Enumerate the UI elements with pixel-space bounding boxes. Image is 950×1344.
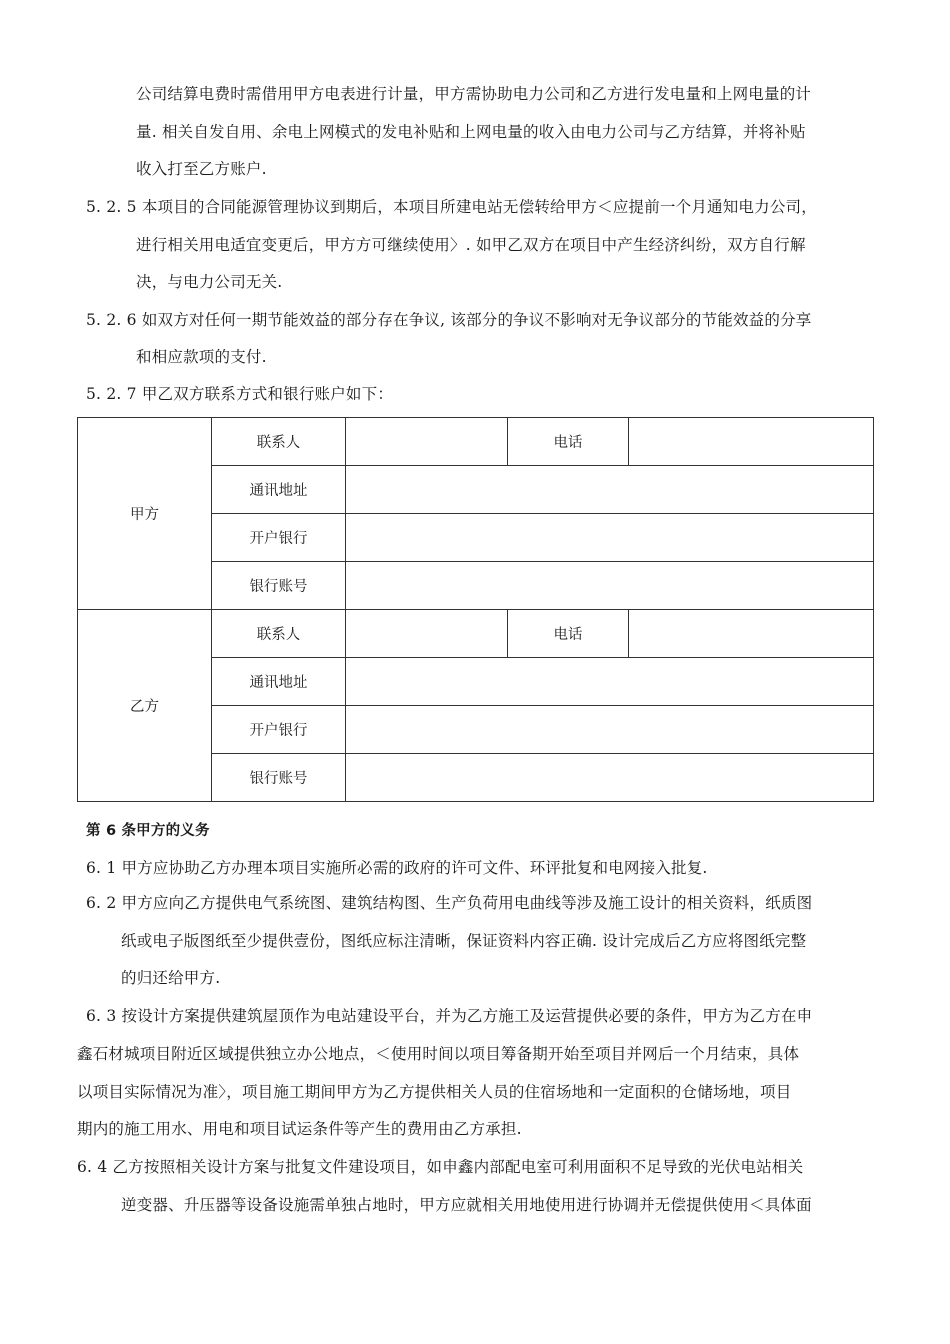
party-b-account-label: 银行账号 (212, 754, 346, 802)
party-a-account-value (346, 562, 874, 610)
paragraph-line: 逆变器、升压器等设备设施需单独占地时，甲方应就相关用地使用进行协调并无偿提供使用＜具体面 (121, 1196, 812, 1214)
party-b-contact-value (346, 610, 508, 658)
party-a-contact-label: 联系人 (212, 418, 346, 466)
party-a-contact-value (346, 418, 508, 466)
clause-5-2-7: 5. 2. 7 甲乙双方联系方式和银行账户如下： (86, 385, 394, 403)
paragraph-line: 期内的施工用水、用电和项目试运条件等产生的费用由乙方承担. (77, 1120, 522, 1138)
party-a-phone-label: 电话 (508, 418, 629, 466)
party-a-phone-value (629, 418, 874, 466)
clause-6-3: 6. 3 按设计方案提供建筑屋顶作为电站建设平台，并为乙方施工及运营提供必要的条件，甲方为乙方在申 (86, 1007, 813, 1025)
party-a-bank-value (346, 514, 874, 562)
party-a-cell: 甲方 (78, 418, 212, 610)
paragraph-line: 的归还给甲方. (121, 969, 221, 987)
paragraph-line: 进行相关用电适宜变更后，甲方方可继续使用〉. 如甲乙双方在项目中产生经济纠纷，双方自行解 (136, 236, 806, 254)
clause-6-2: 6. 2 甲方应向乙方提供电气系统图、建筑结构图、生产负荷用电曲线等涉及施工设计的相关资料，纸质图 (86, 894, 813, 912)
party-a-account-label: 银行账号 (212, 562, 346, 610)
paragraph-line: 以项目实际情况为准〉，项目施工期间甲方为乙方提供相关人员的住宿场地和一定面积的仓储场地，项目 (77, 1083, 792, 1101)
clause-6-4: 6. 4 乙方按照相关设计方案与批复文件建设项目，如申鑫内部配电室可利用面积不足导致的光伏电站相关 (77, 1158, 804, 1176)
party-b-bank-label: 开户银行 (212, 706, 346, 754)
party-a-address-label: 通讯地址 (212, 466, 346, 514)
paragraph-line: 决，与电力公司无关. (136, 273, 283, 291)
party-b-account-value (346, 754, 874, 802)
party-b-cell: 乙方 (78, 610, 212, 802)
article-6-heading: 第 6 条甲方的义务 (86, 823, 210, 839)
paragraph-line: 收入打至乙方账户. (136, 160, 267, 178)
paragraph-line: 公司结算电费时需借用甲方电表进行计量，甲方需协助电力公司和乙方进行发电量和上网电量的计 (136, 85, 812, 103)
party-a-bank-label: 开户银行 (212, 514, 346, 562)
clause-6-1: 6. 1 甲方应协助乙方办理本项目实施所必需的政府的许可文件、环评批复和电网接入批复. (86, 859, 708, 877)
paragraph-line: 量. 相关自发自用、余电上网模式的发电补贴和上网电量的收入由电力公司与乙方结算，并将补贴 (136, 123, 806, 141)
paragraph-line: 纸或电子版图纸至少提供壹份，图纸应标注清晰，保证资料内容正确. 设计完成后乙方应将图纸完整 (121, 932, 807, 950)
clause-5-2-6: 5. 2. 6 如双方对任何一期节能效益的部分存在争议, 该部分的争议不影响对无争议部分的节能效益的分享 (86, 311, 812, 329)
party-b-phone-value (629, 610, 874, 658)
party-b-address-label: 通讯地址 (212, 658, 346, 706)
party-b-contact-label: 联系人 (212, 610, 346, 658)
paragraph-line: 鑫石材城项目附近区域提供独立办公地点，＜使用时间以项目筹备期开始至项目并网后一个月结束，具体 (77, 1045, 800, 1063)
party-b-phone-label: 电话 (508, 610, 629, 658)
contact-table (77, 417, 874, 802)
party-b-address-value (346, 658, 874, 706)
party-a-address-value (346, 466, 874, 514)
clause-5-2-5: 5. 2. 5 本项目的合同能源管理协议到期后，本项目所建电站无偿转给甲方＜应提前一个月通知电力公司， (86, 198, 817, 216)
paragraph-line: 和相应款项的支付. (136, 348, 267, 366)
party-b-bank-value (346, 706, 874, 754)
